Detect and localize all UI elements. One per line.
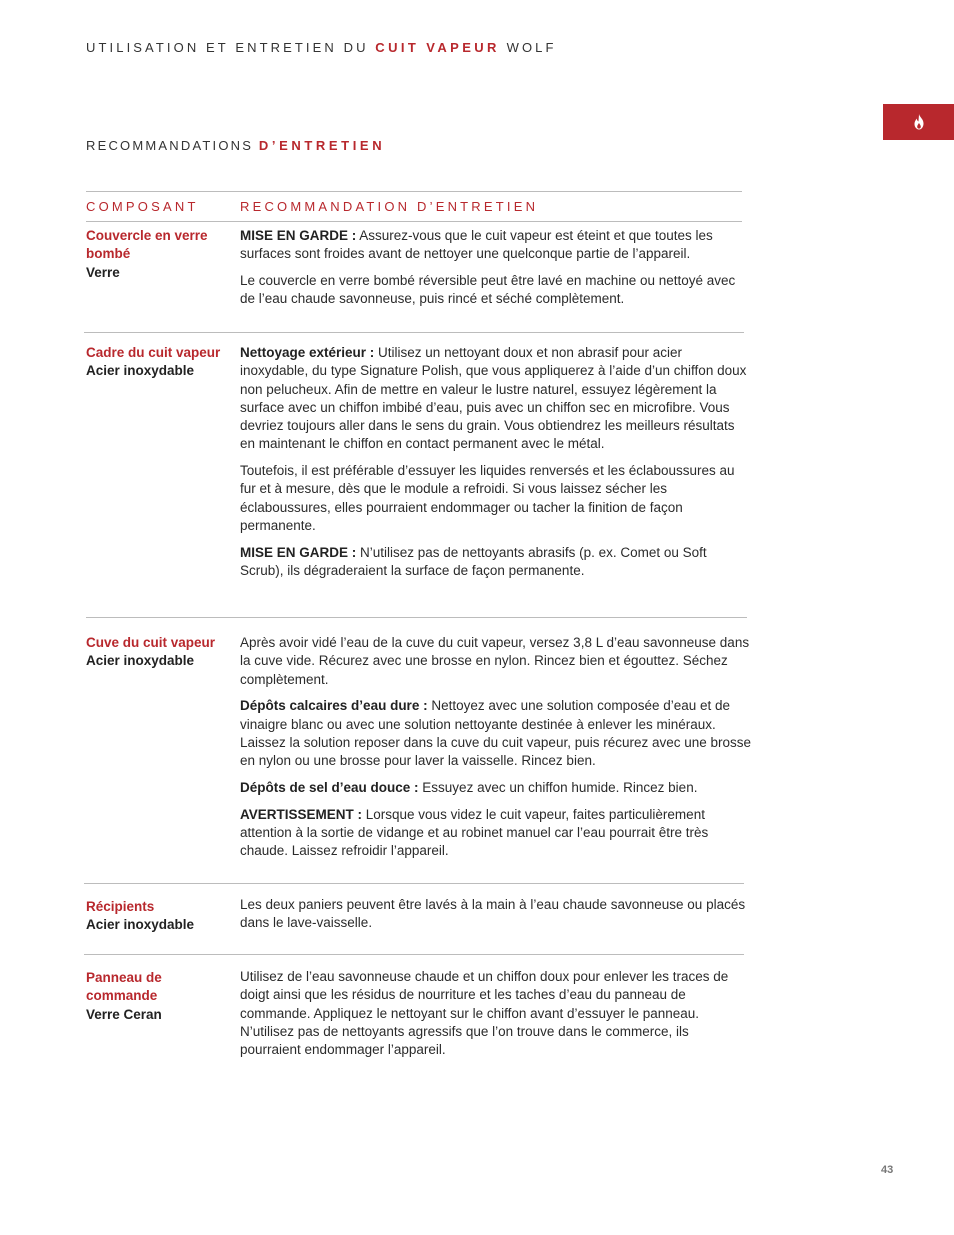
- paragraph-text: Utilisez de l’eau savonneuse chaude et un chiffon doux pour enlever les traces de doigt ainsi que les résidus de nourriture et les taches d’eau du panneau de commande. Appliquez le nettoyant sur le chiffon avant d’essuyer le panneau. N’utilisez pas de nettoyants agressifs que l’on trouve dans le commerce, ils pourraient endommager l’appareil.: [240, 969, 729, 1058]
- component-name: Panneau de commande: [86, 970, 162, 1004]
- paragraph-lead: MISE EN GARDE :: [240, 228, 357, 243]
- paragraph-text: Les deux paniers peuvent être lavés à la main à l’eau chaude savonneuse ou placés dans le lave-vaisselle.: [240, 897, 746, 931]
- paragraph-text: Toutefois, il est préférable d’essuyer les liquides renversés et les éclaboussures au fur et à mesure, dès que le module a refroidi. Si vous laissez sécher les éclaboussures, elles pourraient endommager ou tacher la finition de façon permanente.: [240, 463, 735, 534]
- component-material: Acier inoxydable: [86, 917, 195, 933]
- column-header-component: COMPOSANT: [86, 199, 199, 214]
- table-row-component: [86, 227, 236, 282]
- table-row-recommendation: [240, 227, 752, 317]
- component-material: Acier inoxydable: [86, 363, 195, 379]
- table-row-recommendation: [240, 896, 752, 941]
- running-header: [86, 40, 557, 55]
- header-prefix: UTILISATION ET ENTRETIEN DU: [86, 40, 369, 55]
- flame-icon: [913, 114, 925, 130]
- recommendation-paragraph: [240, 896, 752, 933]
- recommendation-paragraph: [240, 806, 752, 861]
- recommendation-paragraph: [240, 544, 752, 581]
- component-material: Verre: [86, 264, 120, 280]
- paragraph-lead: MISE EN GARDE :: [240, 544, 357, 560]
- column-header-recommendation: RECOMMANDATION D’ENTRETIEN: [240, 199, 539, 214]
- component-name: Cuve du cuit vapeur: [86, 635, 216, 650]
- component-name: Cadre du cuit vapeur: [86, 345, 221, 360]
- paragraph-text: Lorsque vous videz le cuit vapeur, faites particulièrement attention à la sortie de vidange et au robinet manuel car l’eau pourrait être très chaude. Laissez refroidir l’appareil.: [240, 806, 709, 859]
- recommendation-paragraph: [240, 779, 752, 797]
- row-divider: [84, 883, 744, 884]
- paragraph-lead: Dépôts calcaires d’eau dure :: [240, 698, 428, 714]
- component-material: Verre Ceran: [86, 1006, 162, 1022]
- header-accent: CUIT VAPEUR: [375, 40, 500, 55]
- paragraph-text: Utilisez un nettoyant doux et non abrasif pour acier inoxydable, du type Signature Polish, que vous appliquerez à l’aide d’un chiffon doux non pelucheux. Afin de mettre en valeur le lustre naturel, essuyez légèrement la surface avec un chiffon imbibé d’eau, puis avec un chiffon sec en microfibre. Vous devriez toujours aller dans le sens du grain. Vous obtiendrez les meilleurs résultats en maintenant le chiffon en contact permanent avec le métal.: [240, 345, 747, 452]
- paragraph-lead: Dépôts de sel d’eau douce :: [240, 779, 419, 795]
- section-title-prefix: RECOMMANDATIONS: [86, 138, 254, 153]
- row-divider: [84, 954, 744, 955]
- recommendation-paragraph: [240, 227, 752, 264]
- paragraph-text: Nettoyez avec une solution composée d’eau et de vinaigre blanc ou avec une solution nettoyante destinée à enlever les minéraux. Laissez la solution reposer dans la cuve du cuit vapeur, puis récurez avec une brosse en nylon ou une brosse pour laver la vaisselle. Rincez bien.: [240, 698, 752, 769]
- page-number: 43: [881, 1164, 894, 1176]
- row-divider: [86, 617, 747, 618]
- header-suffix: WOLF: [506, 40, 557, 55]
- paragraph-text: Le couvercle en verre bombé réversible peut être lavé en machine ou nettoyé avec de l’eau chaude savonneuse, puis rincé et séché complètement.: [240, 272, 736, 307]
- table-header-rule: [86, 221, 742, 222]
- table-row-component: [86, 634, 236, 671]
- table-row-recommendation: [240, 968, 752, 1068]
- component-name: Récipients: [86, 899, 155, 914]
- recommendation-paragraph: [240, 634, 752, 689]
- table-row-component: [86, 344, 236, 381]
- table-row-recommendation: [240, 634, 752, 869]
- paragraph-lead: Nettoyage extérieur :: [240, 345, 375, 360]
- paragraph-text: N’utilisez pas de nettoyants abrasifs (p. ex. Comet ou Soft Scrub), ils dégraderaient la surface de façon permanente.: [240, 544, 707, 579]
- recommendation-paragraph: [240, 697, 752, 770]
- component-material: Acier inoxydable: [86, 653, 195, 669]
- row-divider: [84, 332, 744, 333]
- paragraph-text: Essuyez avec un chiffon humide. Rincez bien.: [418, 779, 698, 795]
- recommendation-paragraph: [240, 272, 752, 309]
- component-name: Couvercle en verre bombé: [86, 228, 208, 262]
- paragraph-lead: AVERTISSEMENT :: [240, 806, 363, 822]
- section-title-accent: D’ENTRETIEN: [258, 138, 386, 153]
- section-tab: [883, 104, 954, 140]
- table-row-recommendation: [240, 344, 752, 589]
- table-row-component: [86, 969, 236, 1024]
- recommendation-paragraph: [240, 344, 752, 454]
- section-title: [86, 138, 385, 153]
- table-row-component: [86, 898, 236, 935]
- recommendation-paragraph: [240, 462, 752, 535]
- paragraph-text: Après avoir vidé l’eau de la cuve du cuit vapeur, versez 3,8 L d’eau savonneuse dans la cuve vide. Récurez avec une brosse en nylon. Rincez bien et égouttez. Séchez complètement.: [240, 635, 750, 687]
- recommendation-paragraph: [240, 968, 752, 1059]
- paragraph-text: Assurez-vous que le cuit vapeur est éteint et que toutes les surfaces sont froides avant de nettoyer une quelconque partie de l’appareil.: [240, 228, 713, 262]
- table-top-rule: [86, 191, 742, 192]
